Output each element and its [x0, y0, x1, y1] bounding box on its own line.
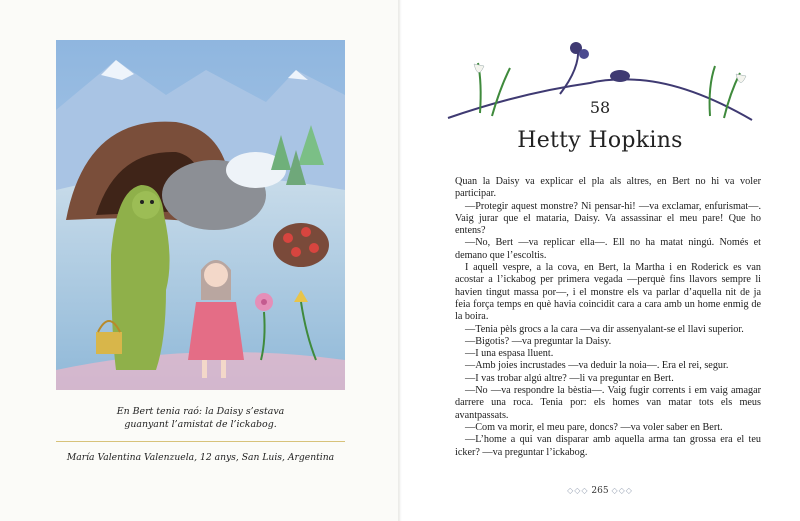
page-footer [440, 486, 760, 496]
paragraph: —Com va morir, el meu pare, doncs? —va voler saber en Bert. [465, 421, 723, 433]
paragraph: —Tenia pèls grocs a la cara —va dir assenyalant-se el llavi superior. [465, 323, 744, 335]
caption-line: En Bert tenia raó: la Daisy s’estava [116, 406, 285, 417]
paragraph: —I vas trobar algú altre? —li va preguntar en Bert. [465, 372, 674, 384]
paragraph: —No —va respondre la bèstia—. Vaig fugir corrents i em vaig amagar darrere una roca. Tenia por: els homes van matar tots els meus avantpassats. [455, 385, 761, 421]
paragraph: Quan la Daisy va explicar el pla als altres, en Bert no hi va voler participar. [455, 176, 761, 200]
chapter-title: Hetty Hopkins [517, 128, 683, 153]
chapter-body [455, 176, 761, 459]
illustration-caption [56, 405, 345, 431]
paragraph: —Bigotis? —va preguntar la Daisy. [465, 335, 612, 347]
caption-divider [56, 441, 345, 442]
paragraph: —Amb joies incrustades —va deduir la noia—. Era el rei, segur. [465, 360, 729, 372]
illustration [56, 40, 345, 390]
folio-diamond-icon: ◇◇◇ [567, 486, 589, 495]
chapter-number: 58 [589, 98, 611, 117]
folio-diamond-icon: ◇◇◇ [611, 486, 633, 495]
paragraph: —Protegir aquest monstre? Ni pensar-hi! —va exclamar, enfurismat—. Vaig jurar que el mataria, Daisy. Va assassinar el meu pare! Que ho entens? [455, 200, 761, 237]
paragraph: I aquell vespre, a la cova, en Bert, la Martha i en Roderick es van acostar a l’ickabog per primera vegada —perquè fins llavors sempre li havien tingut massa por—, i el monstre els va parlar d’aquella nit de ja feia força temps en què havia coincidit cara a cara amb un home enmig de la boira. [455, 262, 761, 323]
paragraph: —L’home a qui van disparar amb aquella arma tan grossa era el teu icker? —va preguntar l’ickabog. [455, 434, 761, 458]
book-gutter [398, 0, 402, 521]
page-number: 265 [591, 486, 609, 496]
illustrator-credit: María Valentina Valenzuela, 12 anys, San Luis, Argentina [66, 452, 335, 463]
paragraph: —I una espasa lluent. [465, 348, 554, 360]
watercolor-illustration [56, 40, 345, 390]
paragraph: —No, Bert —va replicar ella—. Ell no ha matat ningú. Només et demano que l’escoltis. [455, 237, 761, 261]
caption-line: guanyant l’amistat de l’ickabog. [124, 419, 277, 430]
